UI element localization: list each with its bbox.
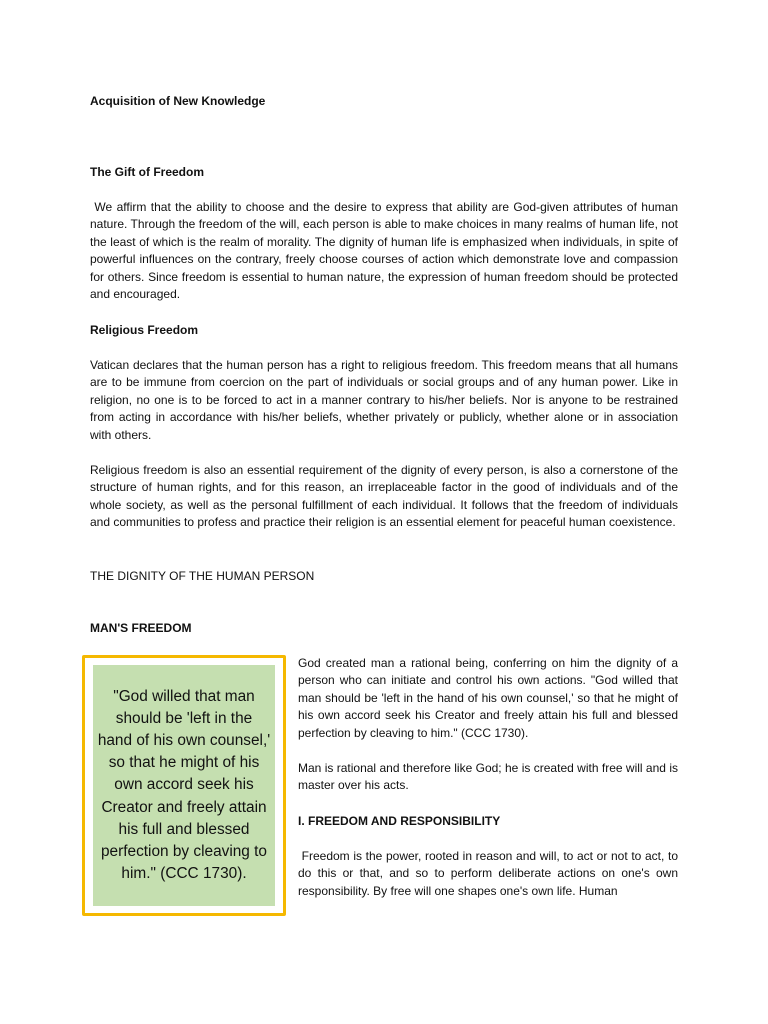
gift-of-freedom-heading: The Gift of Freedom: [90, 165, 204, 179]
freedom-responsibility-paragraph: Freedom is the power, rooted in reason and will, to act or not to act, to do this or that, and so to perform deliberate actions on one's own responsibility. By free will one shapes one's own life. Human: [298, 849, 682, 898]
religious-freedom-heading: Religious Freedom: [90, 323, 199, 337]
freedom-responsibility-heading: I. FREEDOM AND RESPONSIBILITY: [298, 814, 501, 828]
man-freedom-paragraph-2: Man is rational and therefore like God; he is created with free will and is master over his acts.: [298, 761, 678, 793]
quote-callout-text: "God willed that man should be 'left in the hand of his own counsel,' so that he might of his own accord seek his Creator and freely attain his full and blessed perfection by cleaving to him." (CCC 1730).: [97, 687, 271, 883]
mans-freedom-heading: MAN'S FREEDOM: [90, 621, 192, 635]
religious-freedom-paragraph-2: Religious freedom is also an essential requirement of the dignity of every person, is also a cornerstone of the structure of human rights, and for this reason, an irreplaceable factor in the good of individuals and of the whole society, as well as the personal fulfillment of each individual. It follows that the freedom of individuals and communities to profess and practice their religion is an essential element for peaceful human coexistence.: [90, 463, 678, 530]
religious-freedom-paragraph-1: Vatican declares that the human person has a right to religious freedom. This freedom means that all humans are to be immune from coercion on the part of individuals or social groups and of any human power. Like in religion, no one is to be forced to act in a manner contrary to his/her beliefs. Nor is anyone to be restrained from acting in accordance with his/her beliefs, whether privately or publicly, whether alone or in association with others.: [90, 358, 678, 442]
gift-of-freedom-paragraph: We affirm that the ability to choose and the desire to express that ability are God-given attributes of human nature. Through the freedom of the will, each person is able to make choices in many realms of human life, not the least of which is the realm of morality. The dignity of human life is emphasized when individuals, in spite of powerful influences on the contrary, freely choose courses of action which demonstrate love and compassion for others. Since freedom is essential to human nature, the expression of human freedom should be protected and encouraged.: [90, 200, 682, 302]
man-freedom-paragraph-1: God created man a rational being, conferring on him the dignity of a person who can initiate and control his own actions. "God willed that man should be 'left in the hand of his own counsel,' so that he might of his own accord seek his Creator and freely attain his full and blessed perfection by cleaving to him." (CCC 1730).: [298, 656, 678, 740]
quote-callout-box: [82, 655, 286, 916]
quote-callout-fill: [93, 665, 275, 906]
document-title: Acquisition of New Knowledge: [90, 94, 266, 108]
dignity-heading: THE DIGNITY OF THE HUMAN PERSON: [90, 569, 315, 583]
